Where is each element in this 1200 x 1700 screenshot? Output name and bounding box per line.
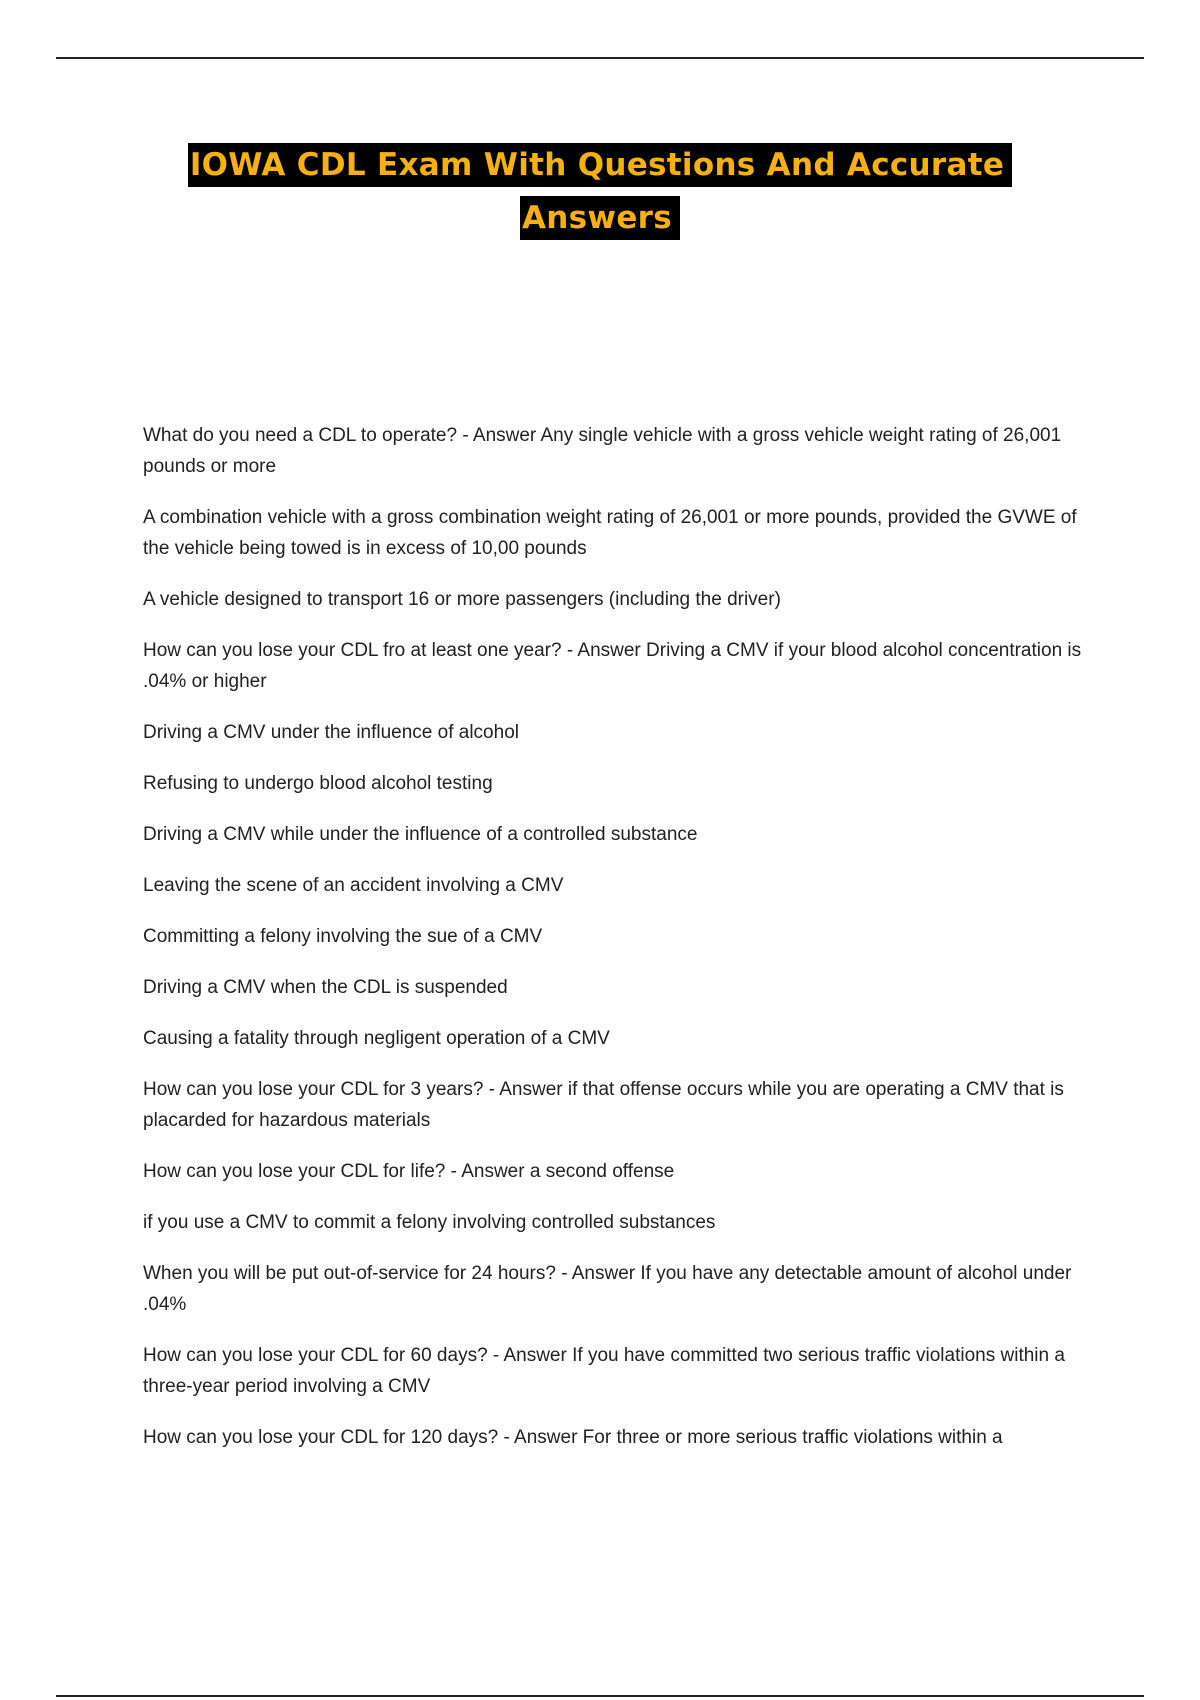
header-rule: [56, 57, 1144, 59]
paragraph: Committing a felony involving the sue of a CMV: [143, 926, 543, 947]
paragraph: When you will be put out-of-service for 24 hours? - Answer If you have any detectable amount of alcohol under .04%: [143, 1263, 1072, 1315]
paragraph: What do you need a CDL to operate? - Answer Any single vehicle with a gross vehicle weight rating of 26,001 pounds or more: [143, 425, 1062, 477]
footer-rule: [56, 1695, 1144, 1697]
paragraph: Driving a CMV while under the influence of a controlled substance: [143, 824, 698, 845]
paragraph: Causing a fatality through negligent operation of a CMV: [143, 1028, 610, 1049]
paragraph: Driving a CMV when the CDL is suspended: [143, 977, 508, 998]
title-line-2: Answers: [520, 196, 680, 240]
document-title: [0, 143, 1200, 240]
paragraph: Driving a CMV under the influence of alcohol: [143, 722, 519, 743]
paragraph: How can you lose your CDL for 3 years? - Answer if that offense occurs while you are operating a CMV that is placarded for hazardous materials: [143, 1079, 1064, 1131]
title-line-1: IOWA CDL Exam With Questions And Accurate: [188, 143, 1012, 187]
document-body: [143, 420, 1093, 1473]
paragraph: Leaving the scene of an accident involving a CMV: [143, 875, 564, 896]
paragraph: A vehicle designed to transport 16 or more passengers (including the driver): [143, 589, 781, 610]
paragraph: How can you lose your CDL for life? - Answer a second offense: [143, 1161, 675, 1182]
paragraph: How can you lose your CDL for 60 days? - Answer If you have committed two serious traffic violations within a three-year period involving a CMV: [143, 1345, 1065, 1397]
paragraph: A combination vehicle with a gross combination weight rating of 26,001 or more pounds, provided the GVWE of the vehicle being towed is in excess of 10,00 pounds: [143, 507, 1077, 559]
paragraph: How can you lose your CDL fro at least one year? - Answer Driving a CMV if your blood alcohol concentration is .04% or higher: [143, 640, 1082, 692]
paragraph: How can you lose your CDL for 120 days? - Answer For three or more serious traffic violations within a: [143, 1427, 1003, 1448]
paragraph: Refusing to undergo blood alcohol testing: [143, 773, 493, 794]
paragraph: if you use a CMV to commit a felony involving controlled substances: [143, 1212, 716, 1233]
